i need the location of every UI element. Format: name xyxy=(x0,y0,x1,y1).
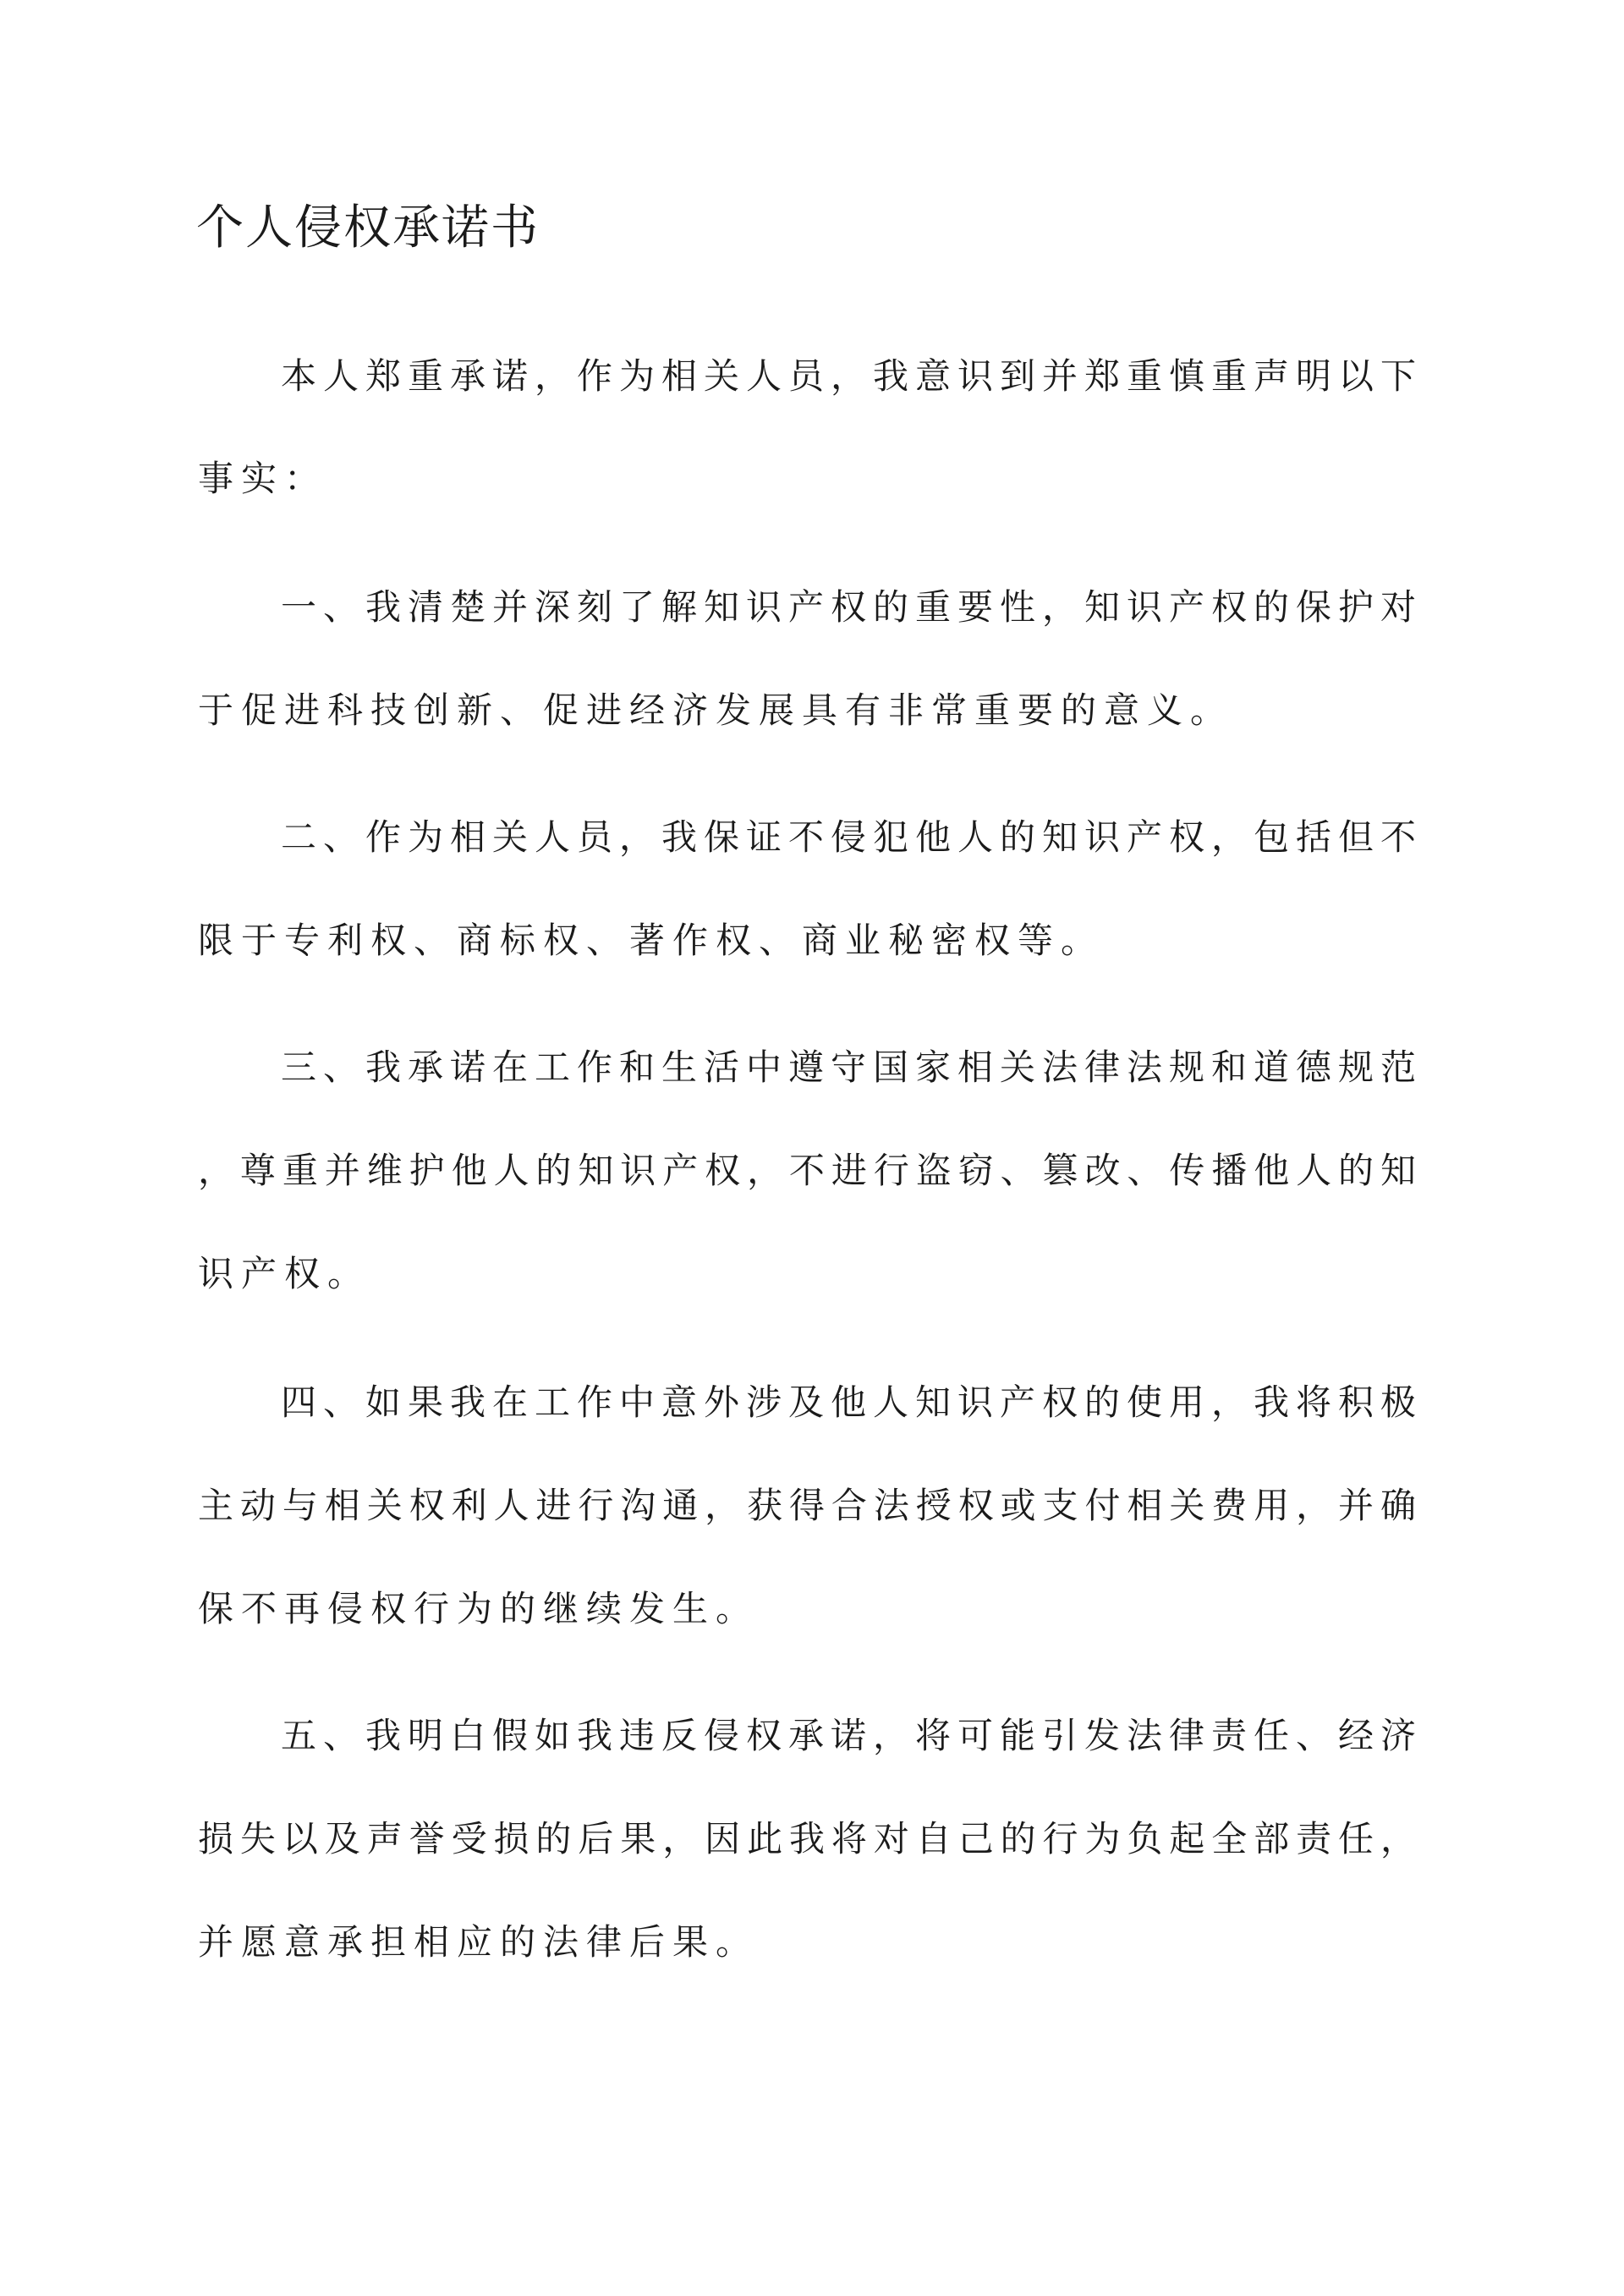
paragraph-6-line-2: 损失以及声誉受损的后果，因此我将对自己的行为负起全部责任， xyxy=(198,1818,1416,1859)
paragraph-3-line-2: 限于专利权、商标权、著作权、商业秘密权等。 xyxy=(198,920,1105,961)
paragraph-4-line-3: 识产权。 xyxy=(198,1253,371,1294)
paragraph-5-line-2: 主动与相关权利人进行沟通，获得合法授权或支付相关费用，并确 xyxy=(198,1485,1416,1526)
paragraph-6-line-3: 并愿意承担相应的法律后果。 xyxy=(198,1921,760,1963)
paragraph-4-line-2: ，尊重并维护他人的知识产权，不进行盗窃、篡改、传播他人的知 xyxy=(198,1150,1416,1191)
paragraph-4-line-1: 三、我承诺在工作和生活中遵守国家相关法律法规和道德规范 xyxy=(281,1046,1416,1088)
paragraph-5-line-3: 保不再侵权行为的继续发生。 xyxy=(198,1588,760,1629)
paragraph-5-line-1: 四、如果我在工作中意外涉及他人知识产权的使用，我将积极 xyxy=(281,1381,1416,1423)
paragraph-2-line-2: 于促进科技创新、促进经济发展具有非常重要的意义。 xyxy=(198,689,1234,731)
paragraph-6-line-1: 五、我明白假如我违反侵权承诺，将可能引发法律责任、经济 xyxy=(281,1715,1416,1756)
paragraph-1-line-1: 本人郑重承诺，作为相关人员，我意识到并郑重慎重声明以下 xyxy=(281,355,1416,397)
paragraph-2-line-1: 一、我清楚并深刻了解知识产权的重要性，知识产权的保护对 xyxy=(281,586,1416,628)
paragraph-1-line-2: 事实： xyxy=(198,458,328,499)
document-title: 个人侵权承诺书 xyxy=(196,200,540,255)
paragraph-3-line-1: 二、作为相关人员，我保证不侵犯他人的知识产权，包括但不 xyxy=(281,816,1416,858)
